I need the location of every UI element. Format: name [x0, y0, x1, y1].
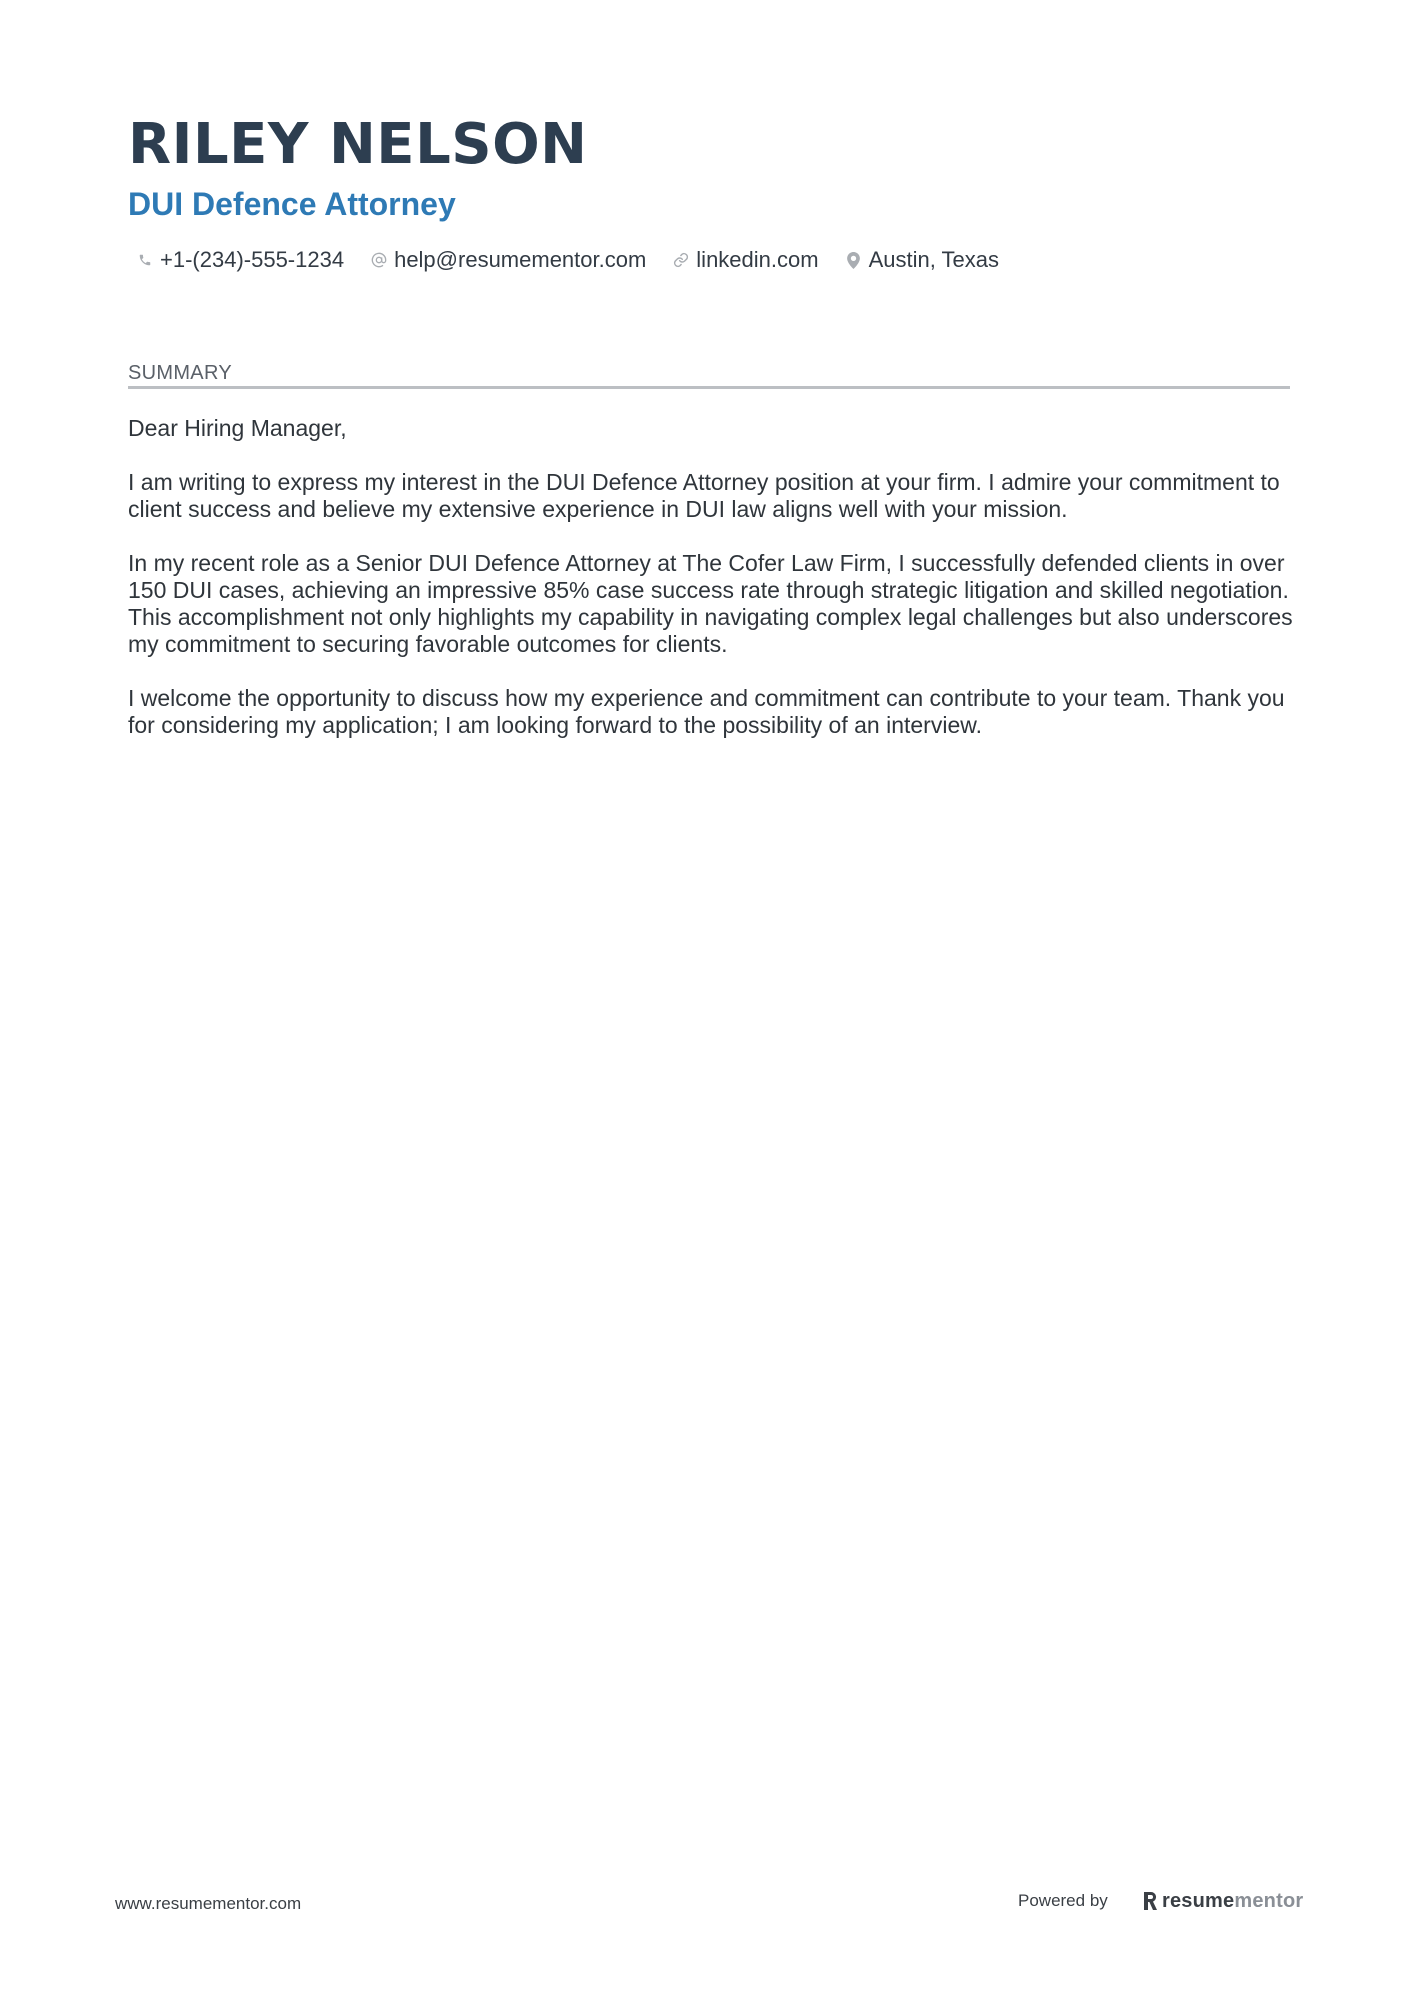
salutation: Dear Hiring Manager,	[128, 415, 347, 441]
letter-paragraph: I welcome the opportunity to discuss how my experience and commitment can contribute to your team. Thank you for considering my application; I am looking forward to the possibility of an interview.	[128, 685, 1285, 738]
location-text: Austin, Texas	[868, 247, 1000, 272]
cover-letter-body	[128, 415, 1293, 766]
powered-by-label: Powered by	[1018, 1891, 1108, 1910]
brand-wordmark	[1162, 1890, 1303, 1913]
summary-heading: SUMMARY	[128, 362, 232, 384]
letter-paragraph: I am writing to express my interest in the DUI Defence Attorney position at your firm. I admire your commitment to client success and believe my extensive experience in DUI law aligns well with your mission.	[128, 469, 1280, 522]
contact-email	[370, 247, 646, 273]
contact-phone	[136, 247, 344, 273]
contact-bar	[136, 244, 1025, 276]
candidate-name: RILEY NELSON	[128, 112, 588, 177]
resumementor-logo-icon	[1142, 1890, 1158, 1912]
letter-paragraph: In my recent role as a Senior DUI Defence Attorney at The Cofer Law Firm, I successfully defended clients in over 150 DUI cases, achieving an impressive 85% case success rate through strategic litigation and skilled negotiation. This accomplishment not only highlights my capability in navigating complex legal challenges but also underscores my commitment to securing favorable outcomes for clients.	[128, 550, 1293, 657]
website-text: linkedin.com	[696, 247, 819, 272]
section-divider	[128, 386, 1290, 389]
brand-wordmark-light: mentor	[1234, 1889, 1304, 1912]
at-icon	[370, 251, 388, 269]
contact-website	[672, 247, 818, 273]
contact-location	[845, 247, 999, 273]
brand-wordmark-bold: resume	[1162, 1889, 1235, 1912]
link-icon	[672, 251, 690, 269]
email-text: help@resumementor.com	[394, 247, 647, 272]
phone-icon	[136, 251, 154, 269]
brand-logo[interactable]	[1142, 1888, 1303, 1914]
footer-url[interactable]: www.resumementor.com	[115, 1894, 302, 1913]
job-title: DUI Defence Attorney	[128, 186, 456, 222]
phone-text: +1-(234)-555-1234	[160, 247, 345, 272]
location-pin-icon	[845, 251, 863, 269]
